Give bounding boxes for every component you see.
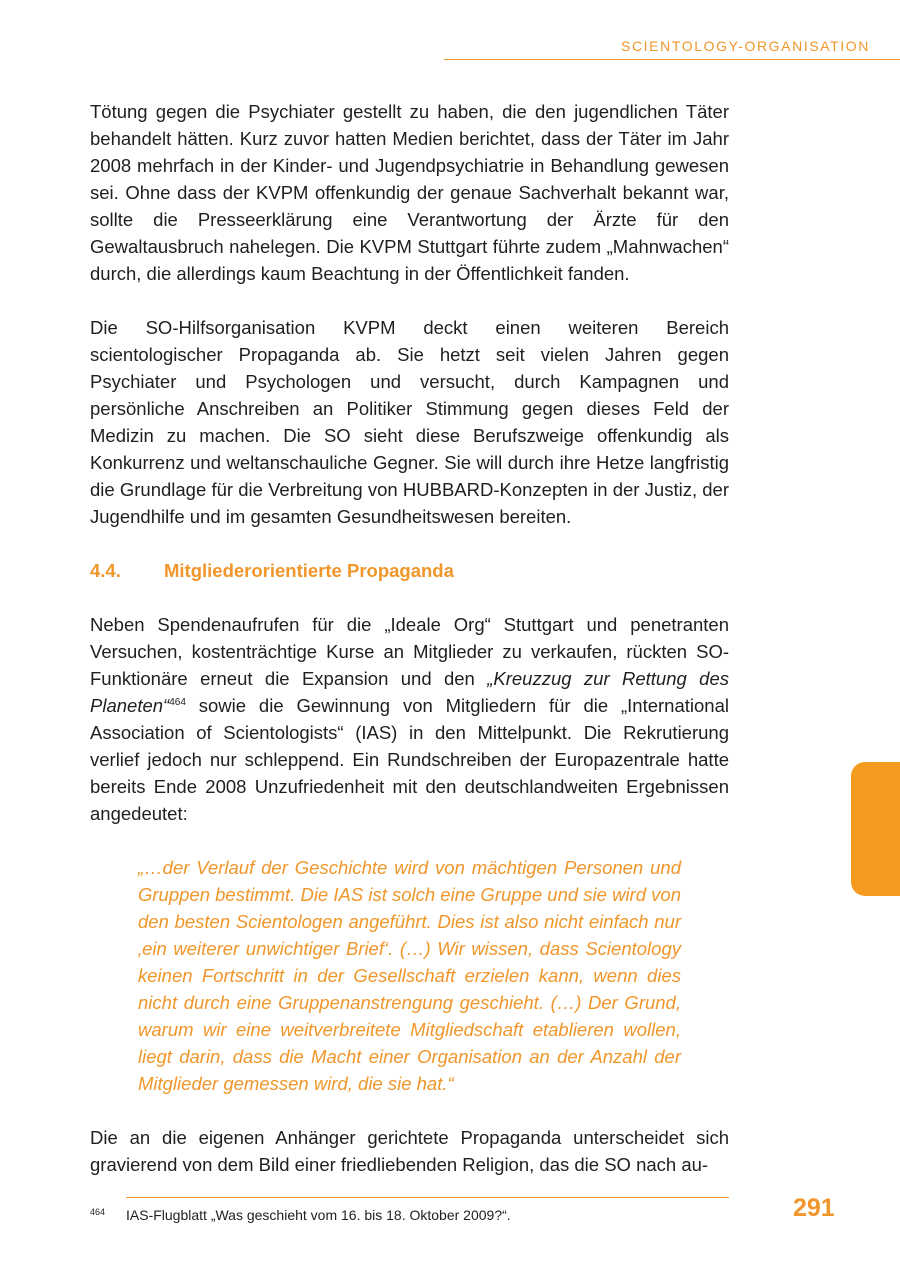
header-rule bbox=[444, 59, 900, 60]
paragraph-4: Die an die eigenen Anhänger gerichtete Propaganda unterscheidet sich gravierend von dem Bild einer friedliebenden Religion, das die SO nach au- bbox=[90, 1127, 729, 1175]
paragraph-3-start: Neben Spendenaufrufen für die „Ideale Org“ Stuttgart und penetranten Versuchen, kostenträchtige Kurse an Mitglieder zu verkaufen, rückten SO-Funktionäre erneut die Expansion und den bbox=[90, 614, 729, 689]
footnote-number: 464 bbox=[90, 1207, 106, 1217]
paragraph-3-italic: „Kreuzzug zur Rettung des Planeten“ bbox=[90, 668, 730, 716]
footnote-rule bbox=[126, 1197, 729, 1198]
paragraph-2: Die SO-Hilfsorganisation KVPM deckt einen weiteren Bereich scientologischer Propaganda ab. Sie hetzt seit vielen Jahren gegen Psychiater und Psychologen und versucht, durch Kampagnen und persönliche Anschreiben an Politiker Stimmung gegen dieses Feld der Medizin zu machen. Die SO sieht diese Berufszweige offenkundig als Konkurrenz und weltanschauliche Gegner. Sie will durch ihre Hetze langfristig die Grundlage für die Verbreitung von HUBBARD-Konzepten in der Justiz, der Jugendhilfe und im gesamten Gesundheitswesen bereiten. bbox=[90, 317, 729, 527]
running-header: SCIENTOLOGY-ORGANISATION bbox=[621, 38, 870, 54]
section-number: 4.4. bbox=[90, 560, 121, 581]
footnote-reference[interactable]: 464 bbox=[169, 696, 186, 708]
body-text bbox=[90, 98, 729, 1178]
chapter-tab bbox=[851, 762, 900, 896]
section-title: Mitgliederorientierte Propaganda bbox=[164, 560, 454, 581]
page-number: 291 bbox=[793, 1194, 835, 1222]
paragraph-3 bbox=[90, 611, 729, 827]
footnote-text: IAS-Flugblatt „Was geschieht vom 16. bis 18. Oktober 2009?“. bbox=[126, 1207, 511, 1223]
paragraph-3-end: sowie die Gewinnung von Mitgliedern für die „International Association of Scientologists“ (IAS) in den Mittelpunkt. Die Rekrutierung verlief jedoch nur schleppend. Ein Rundschreiben der Europazentrale hatte bereits Ende 2008 Unzufriedenheit mit den deutschlandweiten Ergebnissen angedeutet: bbox=[90, 695, 729, 824]
paragraph-1: Tötung gegen die Psychiater gestellt zu haben, die den jugendlichen Täter behandelt hätten. Kurz zuvor hatten Medien berichtet, dass der Täter im Jahr 2008 mehrfach in der Kinder- und Jugendpsychiatrie in Behandlung gewesen sei. Ohne dass der KVPM offenkundig der genaue Sachverhalt bekannt war, sollte die Presseerklärung eine Verantwortung der Ärzte für den Gewaltausbruch nahelegen. Die KVPM Stuttgart führte zudem „Mahnwachen“ durch, die allerdings kaum Beachtung in der Öffentlichkeit fanden. bbox=[90, 101, 729, 284]
section-heading bbox=[90, 557, 729, 584]
block-quote: „…der Verlauf der Geschichte wird von mächtigen Personen und Gruppen bestimmt. Die IAS ist solch eine Gruppe und sie wird von den besten Scientologen angeführt. Dies ist also nicht einfach nur ‚ein weiterer unwichtiger Brief‘. (…) Wir wissen, dass Scientology keinen Fortschritt in der Gesellschaft erzielen kann, wenn dies nicht durch eine Gruppenanstrengung geschieht. (…) Der Grund, warum wir eine weitverbreitete Mitgliedschaft etablieren wollen, liegt darin, dass die Macht einer Organisation an der Anzahl der Mitglieder gemessen wird, die sie hat.“ bbox=[138, 857, 681, 1094]
